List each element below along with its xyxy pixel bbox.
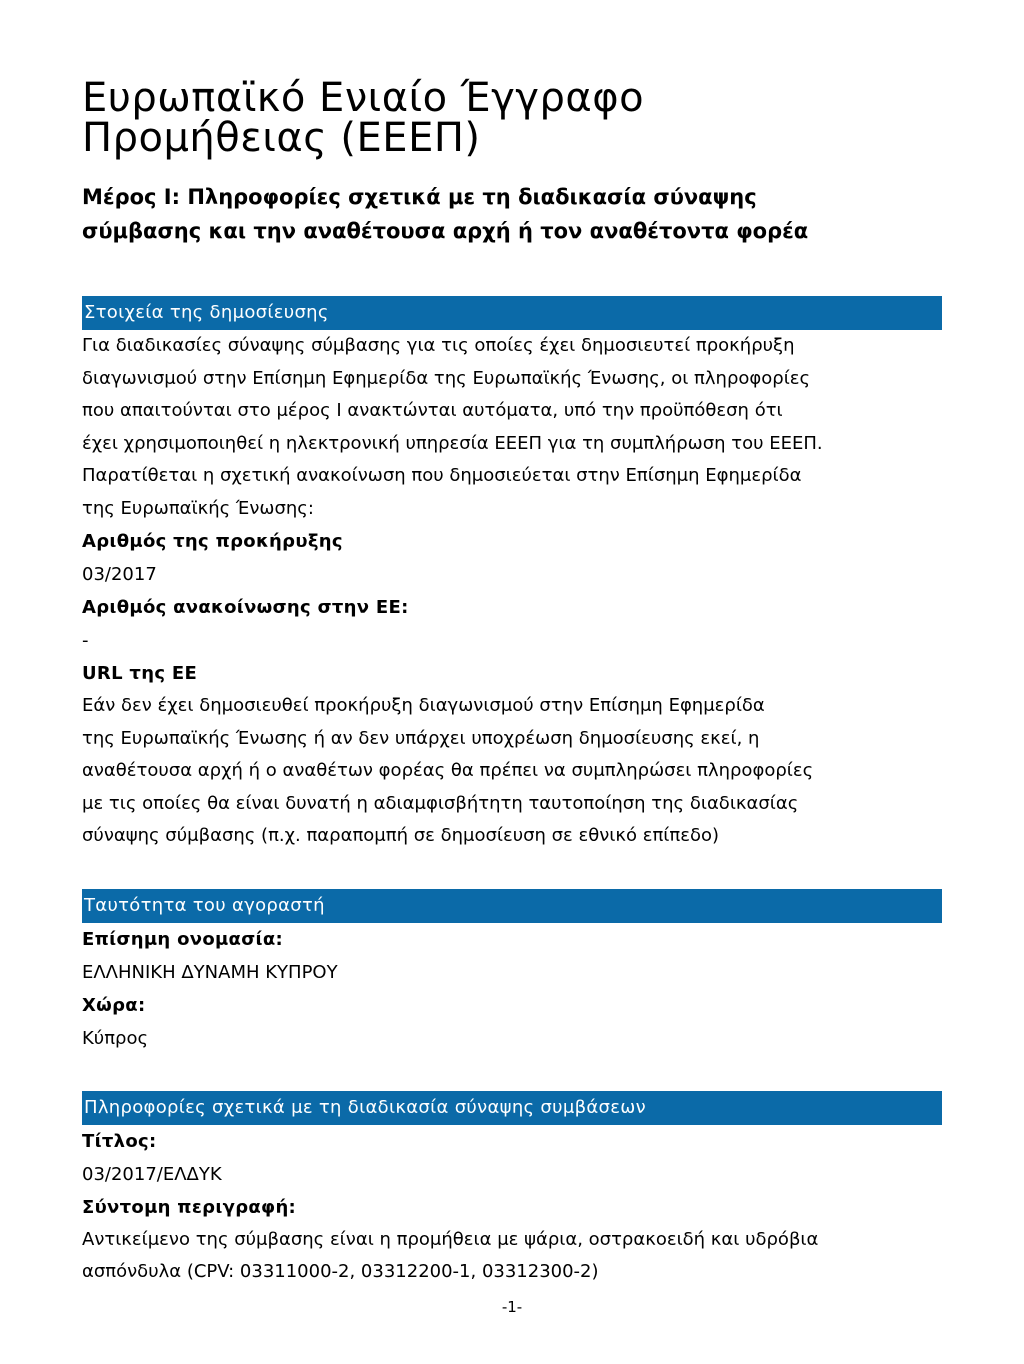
short-description-value xyxy=(82,1224,942,1289)
publication-intro-line: της Ευρωπαϊκής Ένωσης: xyxy=(82,497,314,519)
eu-url-label: URL της ΕΕ xyxy=(82,663,198,684)
publication-intro-line: διαγωνισμού στην Επίσημη Εφημερίδα της Ευρωπαϊκής Ένωσης, οι πληροφορίες xyxy=(82,367,811,389)
publication-intro xyxy=(82,330,942,525)
publication-intro-line: Παρατίθεται η σχετική ανακοίνωση που δημοσιεύεται στην Επίσημη Εφημερίδα xyxy=(82,465,802,486)
short-description-line: ασπόνδυλα (CPV: 03311000-2, 03312200-1, 03312300-2) xyxy=(82,1261,599,1282)
procedure-title-label: Τίτλος: xyxy=(82,1130,157,1152)
official-name-value: ΕΛΛΗΝΙΚΗ ΔΥΝΑΜΗ ΚΥΠΡΟΥ xyxy=(82,961,338,983)
part-heading-line-2: σύμβασης και την αναθέτουσα αρχή ή τον αναθέτοντα φορέα xyxy=(82,219,809,243)
document-title-line-1: Ευρωπαϊκό Ενιαίο Έγγραφο xyxy=(82,75,645,121)
document-title xyxy=(82,75,942,161)
part-heading-line-1: Μέρος I: Πληροφορίες σχετικά με τη διαδικασία σύναψης xyxy=(82,185,757,209)
document-title-line-2: Προμήθειας (ΕΕΕΠ) xyxy=(82,115,481,161)
publication-note-line: της Ευρωπαϊκής Ένωσης ή αν δεν υπάρχει υποχρέωση δημοσίευσης εκεί, η xyxy=(82,727,760,749)
short-description-line: Αντικείμενο της σύμβασης είναι η προμήθεια με ψάρια, οστρακοειδή και υδρόβια xyxy=(82,1228,819,1250)
procedure-section-header: Πληροφορίες σχετικά με τη διαδικασία σύναψης συμβάσεων xyxy=(82,1091,942,1125)
country-value: Κύπρος xyxy=(82,1027,149,1049)
part-heading xyxy=(82,180,942,248)
publication-note xyxy=(82,690,942,853)
notice-number-label: Αριθμός της προκήρυξης xyxy=(82,531,343,552)
publication-note-line: με τις οποίες θα είναι δυνατή η αδιαμφισβήτητη ταυτοποίηση της διαδικασίας xyxy=(82,792,799,814)
country-label: Χώρα: xyxy=(82,994,146,1016)
publication-intro-line: που απαιτούνται στο μέρος I ανακτώνται αυτόματα, υπό την προϋπόθεση ότι xyxy=(82,400,783,421)
procedure-title-value: 03/2017/ΕΛΔΥΚ xyxy=(82,1163,222,1185)
publication-note-line: σύναψης σύμβασης (π.χ. παραπομπή σε δημοσίευση σε εθνικό επίπεδο) xyxy=(82,825,720,846)
publication-intro-line: έχει χρησιμοποιηθεί η ηλεκτρονική υπηρεσία ΕΕΕΠ για τη συμπλήρωση του ΕΕΕΠ. xyxy=(82,432,823,454)
publication-note-line: αναθέτουσα αρχή ή ο αναθέτων φορέας θα πρέπει να συμπληρώσει πληροφορίες xyxy=(82,760,814,781)
publication-intro-line: Για διαδικασίες σύναψης σύμβασης για τις οποίες έχει δημοσιευτεί προκήρυξη xyxy=(82,335,795,356)
buyer-section-header: Ταυτότητα του αγοραστή xyxy=(82,889,942,923)
publication-note-line: Εάν δεν έχει δημοσιευθεί προκήρυξη διαγωνισμού στην Επίσημη Εφημερίδα xyxy=(82,695,765,716)
notice-number-value: 03/2017 xyxy=(82,564,157,585)
official-name-label: Επίσημη ονομασία: xyxy=(82,928,284,950)
document-page xyxy=(82,75,942,1289)
page-number: -1- xyxy=(501,1298,523,1316)
publication-section-header: Στοιχεία της δημοσίευσης xyxy=(82,296,942,330)
short-description-label: Σύντομη περιγραφή: xyxy=(82,1196,297,1218)
eu-notice-number-label: Αριθμός ανακοίνωσης στην ΕΕ: xyxy=(82,597,409,618)
eu-notice-number-value: - xyxy=(82,630,89,651)
